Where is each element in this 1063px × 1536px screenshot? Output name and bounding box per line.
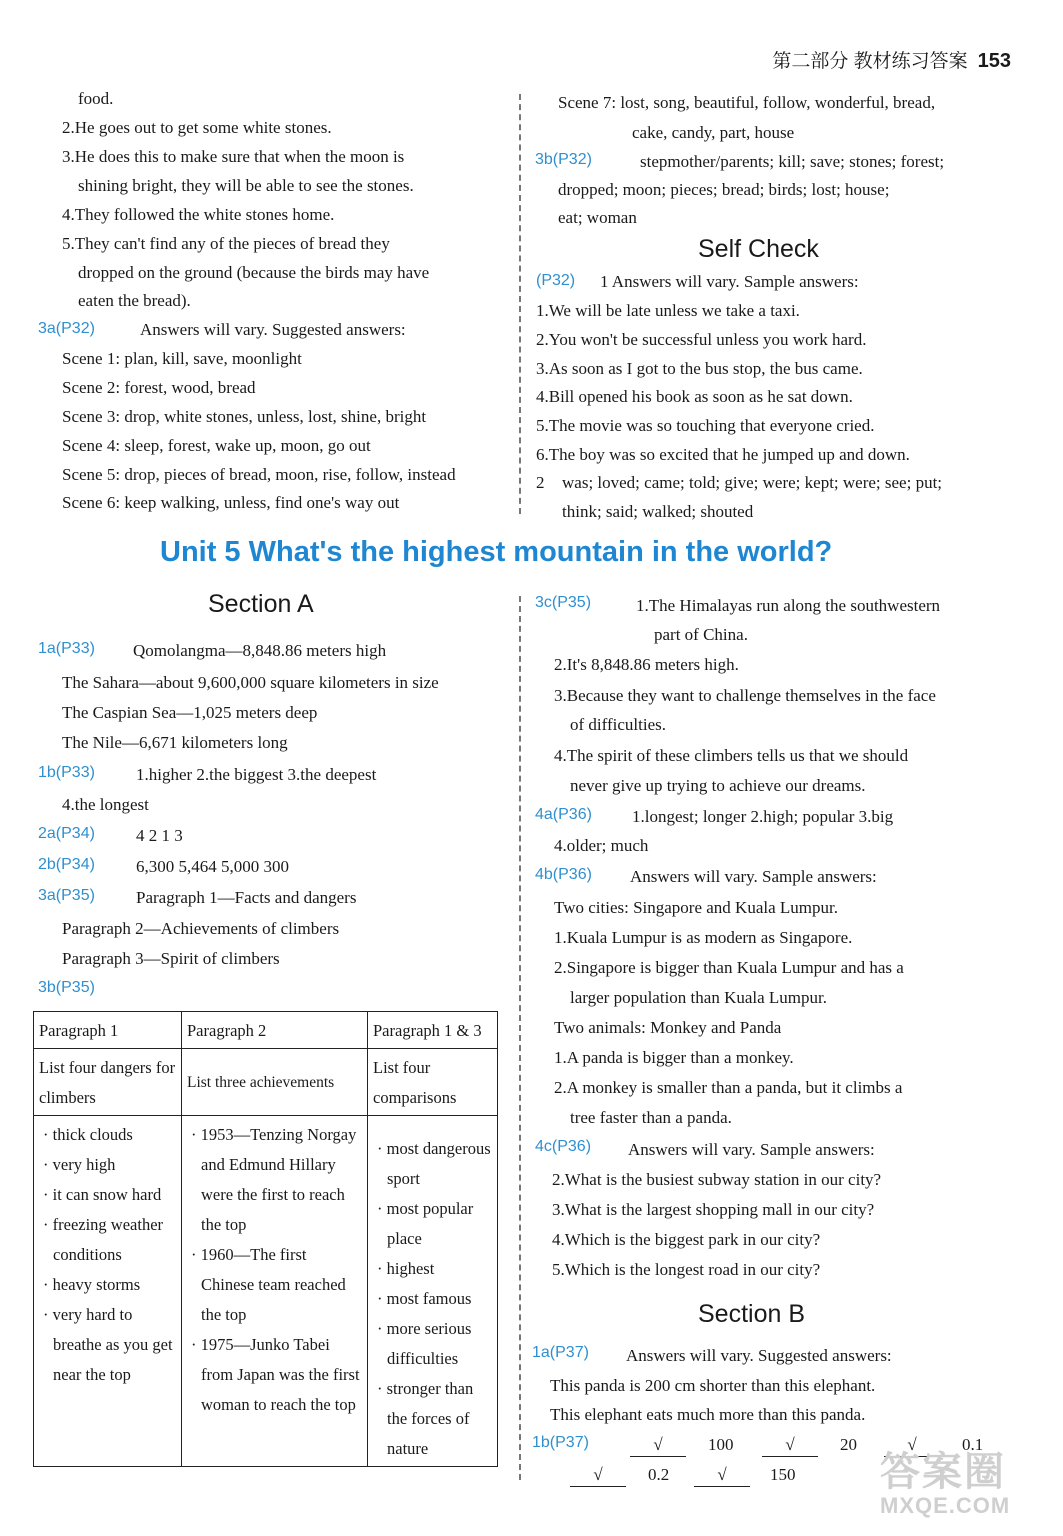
exercise-label: 3b(P32) xyxy=(535,151,592,168)
text-line: 1.We will be late unless we take a taxi. xyxy=(536,301,800,320)
text-line: 2.Singapore is bigger than Kuala Lumpur and has a xyxy=(554,958,904,977)
exercise-label: 3c(P35) xyxy=(535,594,592,611)
header-part: 第二部分 教材练习答案 xyxy=(772,51,968,72)
exercise-label: 4c(P36) xyxy=(535,1138,592,1155)
text-line: Paragraph 2—Achievements of climbers xyxy=(62,919,340,938)
value-answer: 20 xyxy=(840,1435,857,1454)
text-line: 1 Answers will vary. Sample answers: xyxy=(600,272,859,291)
check-answer: √ xyxy=(762,1434,818,1457)
text-line: think; said; walked; shouted xyxy=(562,502,754,521)
value-answer: 0.2 xyxy=(648,1465,670,1484)
value-answer: 0.1 xyxy=(962,1435,984,1454)
value-answer: 100 xyxy=(708,1435,734,1454)
list-item: · most dangerous sport xyxy=(377,1139,491,1188)
list-item: · heavy storms xyxy=(43,1275,141,1294)
exercise-label: 4b(P36) xyxy=(535,866,592,883)
text-line: 2.You won't be successful unless you work hard. xyxy=(536,330,867,349)
table-cell xyxy=(368,1116,498,1467)
text-line: was; loved; came; told; give; were; kept; were; see; put; xyxy=(562,473,943,492)
table-subheader: List three achievements xyxy=(182,1049,368,1116)
value-answer: 150 xyxy=(770,1465,796,1484)
text-line: This panda is 200 cm shorter than this elephant. xyxy=(550,1376,876,1395)
text-line: Paragraph 3—Spirit of climbers xyxy=(62,949,280,968)
text-line: 2.What is the busiest subway station in our city? xyxy=(552,1170,882,1189)
text-line: 5.Which is the longest road in our city? xyxy=(552,1260,821,1279)
text-line: 1.longest; longer 2.high; popular 3.big xyxy=(632,807,894,826)
list-item: · more serious difficulties xyxy=(377,1319,472,1368)
exercise-label: 4a(P36) xyxy=(535,806,592,823)
exercise-label: (P32) xyxy=(536,272,576,289)
table-header: Paragraph 2 xyxy=(182,1012,368,1049)
text-line: 2.He goes out to get some white stones. xyxy=(62,118,332,137)
check-answer: √ xyxy=(570,1464,626,1487)
exercise-label: 1b(P33) xyxy=(38,764,95,781)
text-line: 4.They followed the white stones home. xyxy=(62,205,335,224)
text-line: of difficulties. xyxy=(570,715,666,734)
exercise-label: 1a(P37) xyxy=(532,1344,589,1361)
scene-line: Scene 7: lost, song, beautiful, follow, wonderful, bread, xyxy=(558,93,936,112)
text-line: 3.As soon as I got to the bus stop, the bus came. xyxy=(536,359,863,378)
text-line: 4.Which is the biggest park in our city? xyxy=(552,1230,821,1249)
unit-title: Unit 5 What's the highest mountain in the world? xyxy=(160,536,833,568)
text-line: 4.The spirit of these climbers tells us that we should xyxy=(554,746,909,765)
text-line: 2.It's 8,848.86 meters high. xyxy=(554,655,739,674)
text-line: eat; woman xyxy=(558,208,637,227)
text-line: larger population than Kuala Lumpur. xyxy=(570,988,827,1007)
self-check-title: Self Check xyxy=(698,235,819,263)
list-item: · highest xyxy=(377,1259,435,1278)
text-line: 6,300 5,464 5,000 300 xyxy=(136,857,289,876)
text-line: stepmother/parents; kill; save; stones; forest; xyxy=(640,152,945,171)
page-header xyxy=(772,46,1011,73)
scene-line: Scene 5: drop, pieces of bread, moon, rise, follow, instead xyxy=(62,465,456,484)
exercise-label: 1b(P37) xyxy=(532,1434,589,1451)
text-line: 6.The boy was so excited that he jumped up and down. xyxy=(536,445,910,464)
list-item: · thick clouds xyxy=(43,1125,133,1144)
text-line: Answers will vary. Sample answers: xyxy=(628,1140,875,1159)
text-line: food. xyxy=(78,89,114,108)
list-item: · 1975—Junko Tabei from Japan was the first woman to reach the top xyxy=(191,1335,360,1414)
text-line: 4.the longest xyxy=(62,795,149,814)
text-line: Answers will vary. Sample answers: xyxy=(630,867,877,886)
text-line: 4.older; much xyxy=(554,836,649,855)
text-line: never give up trying to achieve our dreams. xyxy=(570,776,866,795)
column-divider-bottom xyxy=(519,596,521,1480)
check-answer: √ xyxy=(884,1434,940,1457)
table-header: Paragraph 1 xyxy=(34,1012,182,1049)
text-line: shining bright, they will be able to see the stones. xyxy=(78,176,414,195)
text-line: 1.higher 2.the biggest 3.the deepest xyxy=(136,765,377,784)
text-line: 2.A monkey is smaller than a panda, but it climbs a xyxy=(554,1078,903,1097)
page-number: 153 xyxy=(977,50,1011,72)
exercise-label: 2b(P34) xyxy=(38,856,95,873)
table-header: Paragraph 1 & 3 xyxy=(368,1012,498,1049)
text-line: 1.The Himalayas run along the southwestern xyxy=(636,596,941,615)
scene-line: Scene 1: plan, kill, save, moonlight xyxy=(62,349,302,368)
list-item: · most famous xyxy=(377,1289,472,1308)
text-line: 4.Bill opened his book as soon as he sat down. xyxy=(536,387,853,406)
exercise-label: 2a(P34) xyxy=(38,825,95,842)
scene-line: Scene 3: drop, white stones, unless, lost, shine, bright xyxy=(62,407,427,426)
text-line: Paragraph 1—Facts and dangers xyxy=(136,888,357,907)
list-item: · freezing weather conditions xyxy=(43,1215,164,1264)
table-subheader: List four dangers for climbers xyxy=(34,1049,182,1116)
text-line: Two cities: Singapore and Kuala Lumpur. xyxy=(554,898,838,917)
scene-line: Scene 4: sleep, forest, wake up, moon, go out xyxy=(62,436,371,455)
text-line: Two animals: Monkey and Panda xyxy=(554,1018,782,1037)
text-line: The Sahara—about 9,600,000 square kilometers in size xyxy=(62,673,439,692)
text-line: 1.A panda is bigger than a monkey. xyxy=(554,1048,794,1067)
table-cell xyxy=(34,1116,182,1467)
text-line: The Caspian Sea—1,025 meters deep xyxy=(62,703,318,722)
list-item: · it can snow hard xyxy=(43,1185,162,1204)
exercise-label: 3a(P32) xyxy=(38,320,95,337)
column-divider-top xyxy=(519,94,521,514)
table-subheader: List four comparisons xyxy=(368,1049,498,1116)
exercise-label: 1a(P33) xyxy=(38,640,95,657)
text-line: 4 2 1 3 xyxy=(136,826,183,845)
scene-line: Scene 6: keep walking, unless, find one's way out xyxy=(62,493,400,512)
text-line: dropped on the ground (because the birds may have xyxy=(78,263,430,282)
scene-line: cake, candy, part, house xyxy=(632,123,795,142)
section-b-title: Section B xyxy=(698,1300,806,1328)
list-item: · very hard to breathe as you get near the top xyxy=(43,1305,173,1384)
list-item: · stronger than the forces of nature xyxy=(377,1379,474,1458)
text-line: Answers will vary. Suggested answers: xyxy=(140,320,406,339)
list-item: · very high xyxy=(43,1155,116,1174)
text-line: part of China. xyxy=(654,625,748,644)
text-line: 3.Because they want to challenge themselves in the face xyxy=(554,686,936,705)
table-row xyxy=(34,1116,498,1467)
text-line: This elephant eats much more than this panda. xyxy=(550,1405,866,1424)
table-row xyxy=(34,1049,498,1116)
table-row xyxy=(34,1012,498,1049)
table-cell xyxy=(182,1116,368,1467)
text-line: 5.The movie was so touching that everyone cried. xyxy=(536,416,875,435)
section-a-title: Section A xyxy=(208,590,314,618)
text-line: 3.What is the largest shopping mall in our city? xyxy=(552,1200,875,1219)
text-line: 1.Kuala Lumpur is as modern as Singapore. xyxy=(554,928,853,947)
exercise-label: 3a(P35) xyxy=(38,887,95,904)
exercise-label: 3b(P35) xyxy=(38,979,95,996)
list-item: · most popular place xyxy=(377,1199,474,1248)
text-line: tree faster than a panda. xyxy=(570,1108,732,1127)
scene-line: Scene 2: forest, wood, bread xyxy=(62,378,256,397)
check-answer: √ xyxy=(694,1464,750,1487)
text-line: 3.He does this to make sure that when the moon is xyxy=(62,147,405,166)
text-line: The Nile—6,671 kilometers long xyxy=(62,733,288,752)
list-item: · 1953—Tenzing Norgay and Edmund Hillary were the first to reach the top xyxy=(191,1125,357,1234)
list-item: · 1960—The first Chinese team reached the top xyxy=(191,1245,346,1324)
text-line: Qomolangma—8,848.86 meters high xyxy=(133,641,387,660)
text-line: dropped; moon; pieces; bread; birds; lost; house; xyxy=(558,180,890,199)
watermark-logo: 答案圈 MXQE.COM xyxy=(880,1450,1011,1518)
answer-table xyxy=(33,1011,498,1467)
text-line: Answers will vary. Suggested answers: xyxy=(626,1346,892,1365)
text-line: 2 xyxy=(536,473,545,492)
text-line: eaten the bread). xyxy=(78,291,191,310)
check-answer: √ xyxy=(630,1434,686,1457)
text-line: 5.They can't find any of the pieces of bread they xyxy=(62,234,390,253)
